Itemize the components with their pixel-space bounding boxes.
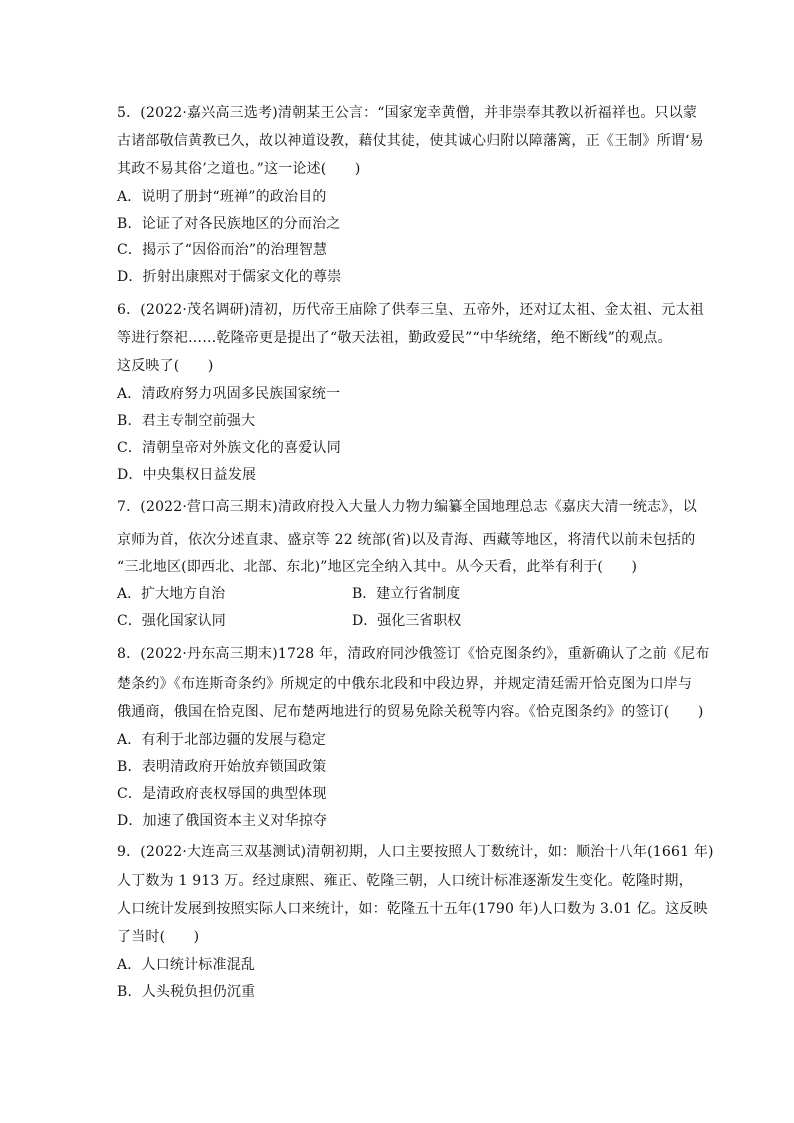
- question-6-line-3: 这反映了( ): [117, 358, 214, 374]
- question-9-line-4: 了当时( ): [117, 929, 200, 945]
- question-8-option-d: D．加速了俄国资本主义对华掠夺: [117, 813, 328, 829]
- question-6-option-b: B．君主专制空前强大: [117, 413, 256, 429]
- question-6-line-1: 6．(2022·茂名调研)清初，历代帝王庙除了供奉三皇、五帝外，还对辽太祖、金太祖、元太祖: [117, 302, 704, 318]
- question-9-line-1: 9．(2022·大连高三双基测试)清朝初期，人口主要按照人丁数统计，如：顺治十八年(1661 年): [117, 844, 714, 860]
- question-8-line-2: 楚条约》《布连斯奇条约》所规定的中俄东北段和中段边界，并规定清廷需开恰克图为口岸与: [117, 676, 693, 692]
- question-6-line-2: 等进行祭祀……乾隆帝更是提出了“敬天法祖，勤政爱民”“中华统绪，绝不断线”的观点。: [117, 330, 672, 346]
- question-6-option-a: A．清政府努力巩固多民族国家统一: [117, 386, 341, 402]
- question-5-option-b: B．论证了对各民族地区的分而治之: [117, 216, 341, 232]
- question-5-option-c: C．揭示了“因俗而治”的治理智慧: [117, 242, 328, 258]
- question-8-line-3: 俄通商，俄国在恰克图、尼布楚两地进行的贸易免除关税等内容。《恰克图条约》的签订( ): [117, 704, 704, 720]
- question-7-option-b: B．建立行省制度: [352, 586, 461, 602]
- question-6-option-d: D．中央集权日益发展: [117, 467, 257, 483]
- question-7-line-2: 京师为首，依次分述直隶、盛京等 22 统部(省)以及青海、西藏等地区，将清代以前未包括的: [117, 532, 696, 548]
- question-7-option-c: C．强化国家认同: [117, 613, 226, 629]
- question-5-option-a: A．说明了册封“班禅”的政治目的: [117, 189, 327, 205]
- question-5-option-d: D．折射出康熙对于儒家文化的尊崇: [117, 269, 342, 285]
- question-8-line-1: 8．(2022·丹东高三期末)1728 年，清政府同沙俄签订《恰克图条约》，重新确认了之前《尼布: [117, 646, 710, 662]
- question-7-option-d: D．强化三省职权: [352, 613, 462, 629]
- question-9-line-3: 人口统计发展到按照实际人口来统计，如：乾隆五十五年(1790 年)人口数为 3.01 亿。这反映: [117, 901, 708, 917]
- question-7-option-a: A．扩大地方自治: [117, 586, 226, 602]
- question-8-option-a: A．有利于北部边疆的发展与稳定: [117, 732, 327, 748]
- question-7-line-1: 7．(2022·营口高三期末)清政府投入大量人力物力编纂全国地理总志《嘉庆大清一统志》，以: [117, 499, 697, 515]
- question-8-option-c: C．是清政府丧权辱国的典型体现: [117, 786, 327, 802]
- question-5-line-3: 其政不易其俗’之道也。”这一论述( ): [117, 161, 361, 177]
- question-5-line-1: 5．(2022·嘉兴高三选考)清朝某王公言：“国家宠幸黄僧，并非崇奉其教以祈福祥也。只以蒙: [117, 105, 698, 121]
- question-9-option-b: B．人头税负担仍沉重: [117, 984, 256, 1000]
- question-7-line-3: “三北地区(即西北、北部、东北)”地区完全纳入其中。从今天看，此举有利于( ): [117, 559, 638, 575]
- question-8-option-b: B．表明清政府开始放弃锁国政策: [117, 759, 327, 775]
- question-9-option-a: A．人口统计标准混乱: [117, 957, 256, 973]
- question-9-line-2: 人丁数为 1 913 万。经过康熙、雍正、乾隆三朝，人口统计标准逐渐发生变化。乾隆时期，: [117, 873, 693, 889]
- question-6-option-c: C．清朝皇帝对外族文化的喜爱认同: [117, 440, 341, 456]
- question-5-line-2: 古诸部敬信黄教已久，故以神道设教，藉仗其徒，使其诚心归附以障藩篱，正《王制》所谓‘易: [117, 133, 704, 149]
